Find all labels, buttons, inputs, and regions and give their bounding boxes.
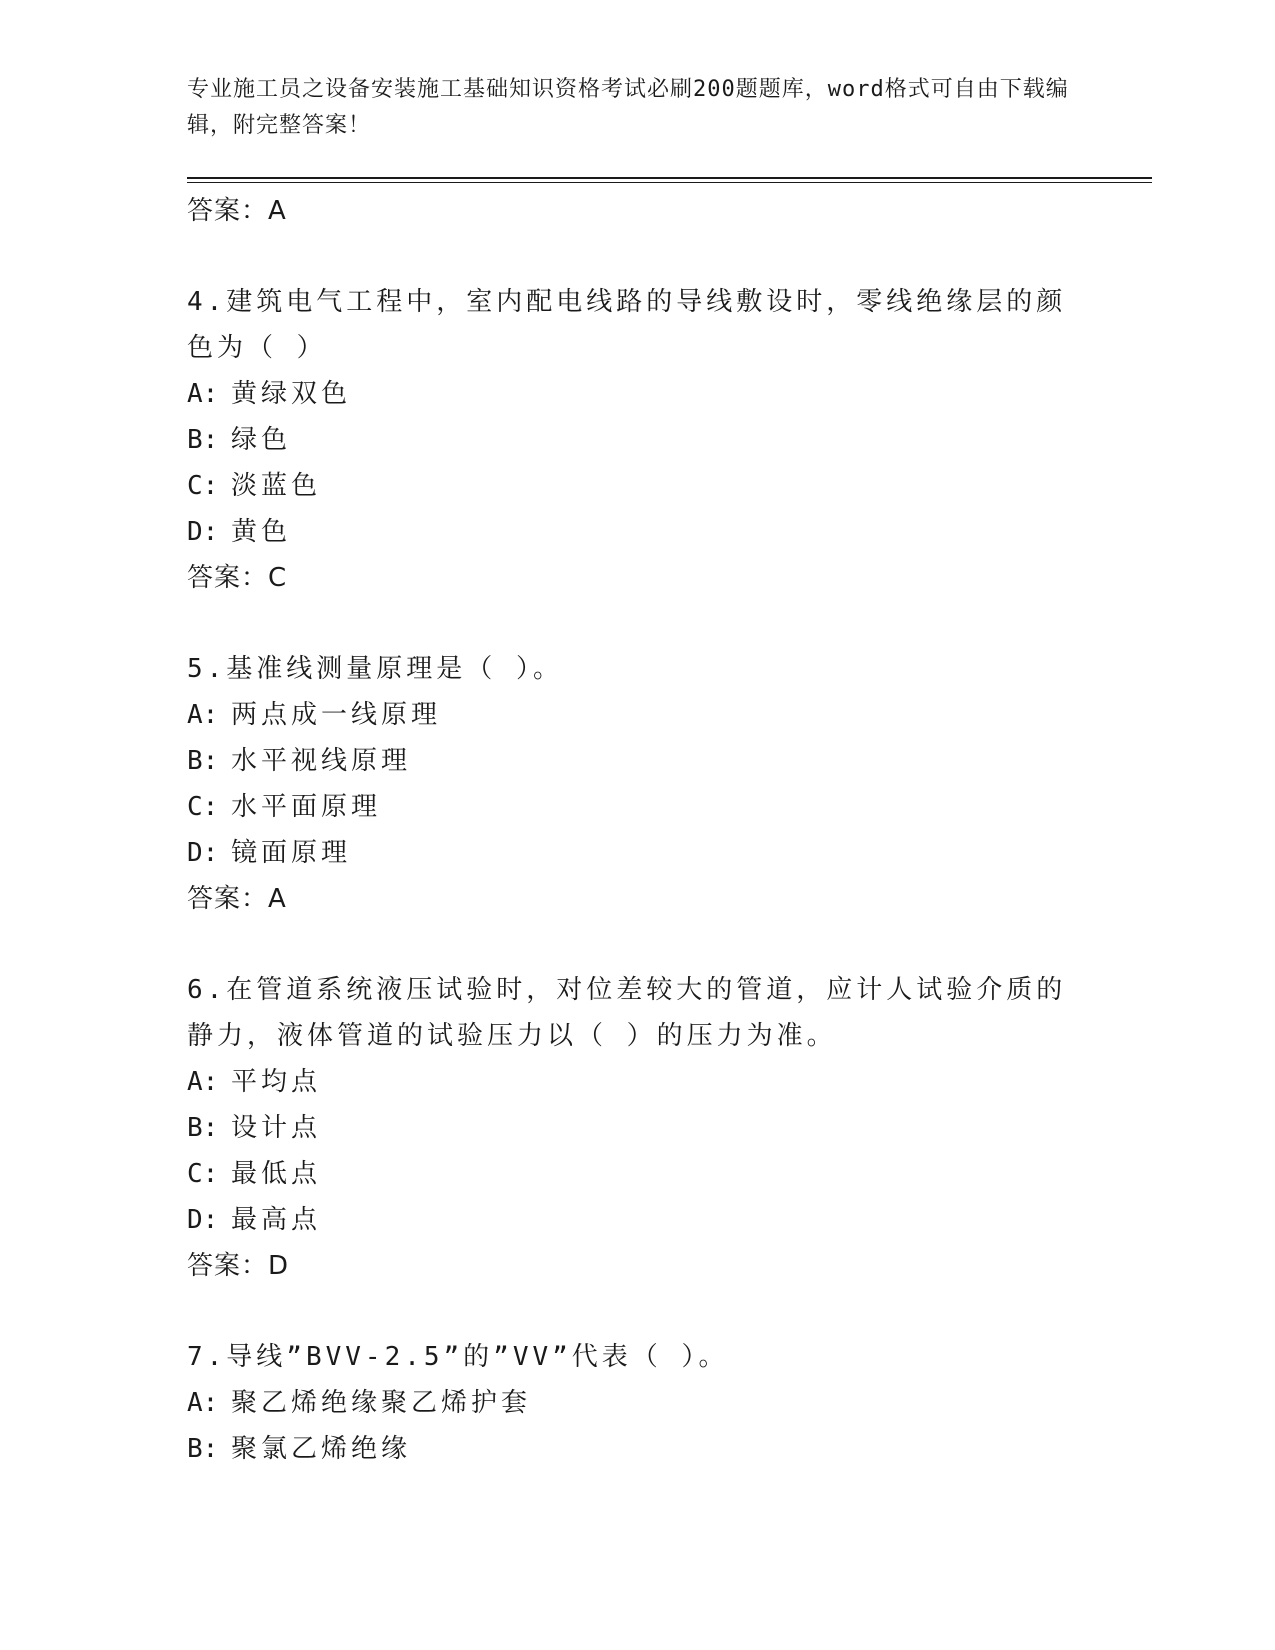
spacer (187, 601, 1087, 646)
question-block (187, 1334, 1087, 1472)
header-rule-thin (187, 182, 1152, 183)
question-text: 6.在管道系统液压试验时，对位差较大的管道，应计人试验介质的静力，液体管道的试验压力以（ ）的压力为准。 (187, 975, 1067, 1051)
option-b (187, 1105, 1087, 1151)
question-block (187, 967, 1087, 1289)
option-letter: D: (187, 1205, 219, 1235)
option-letter: B: (187, 746, 219, 776)
question-block (187, 646, 1087, 922)
answer-line: 答案：C (187, 563, 288, 593)
answer-line: 答案：A (187, 884, 287, 914)
option-letter: B: (187, 1434, 219, 1464)
option-letter: A: (187, 379, 219, 409)
option-a (187, 1059, 1087, 1105)
option-letter: B: (187, 1113, 219, 1143)
option-a (187, 692, 1087, 738)
option-d (187, 830, 1087, 876)
option-letter: B: (187, 425, 219, 455)
option-letter: A: (187, 1067, 219, 1097)
option-text: 最高点 (231, 1205, 322, 1235)
option-text: 聚乙烯绝缘聚乙烯护套 (231, 1388, 532, 1418)
answer-line: 答案：A (187, 196, 287, 226)
option-b (187, 1426, 1087, 1472)
option-letter: D: (187, 517, 219, 547)
question-text: 5.基准线测量原理是（ ）。 (187, 654, 563, 684)
document-body (187, 188, 1087, 1472)
answer-line: 答案：D (187, 1251, 290, 1281)
option-letter: A: (187, 700, 219, 730)
option-letter: C: (187, 471, 219, 501)
option-letter: D: (187, 838, 219, 868)
option-text: 镜面原理 (231, 838, 352, 868)
option-text: 黄绿双色 (231, 379, 352, 409)
spacer (187, 234, 1087, 279)
spacer (187, 922, 1087, 967)
option-letter: C: (187, 1159, 219, 1189)
header-rule-thick (187, 177, 1152, 179)
option-c (187, 784, 1087, 830)
option-text: 水平面原理 (231, 792, 382, 822)
option-c (187, 463, 1087, 509)
question-text: 4.建筑电气工程中，室内配电线路的导线敷设时，零线绝缘层的颜色为（ ） (187, 287, 1067, 363)
option-c (187, 1151, 1087, 1197)
option-text: 黄色 (231, 517, 292, 547)
question-text: 7.导线”BVV-2.5”的”VV”代表（ ）。 (187, 1342, 729, 1372)
option-text: 两点成一线原理 (231, 700, 442, 730)
option-d (187, 509, 1087, 555)
option-a (187, 1380, 1087, 1426)
option-letter: C: (187, 792, 219, 822)
option-b (187, 417, 1087, 463)
option-b (187, 738, 1087, 784)
option-a (187, 371, 1087, 417)
spacer (187, 1289, 1087, 1334)
question-block (187, 279, 1087, 601)
option-text: 平均点 (231, 1067, 322, 1097)
option-text: 绿色 (231, 425, 292, 455)
option-text: 最低点 (231, 1159, 322, 1189)
option-text: 聚氯乙烯绝缘 (231, 1434, 412, 1464)
option-d (187, 1197, 1087, 1243)
document-header: 专业施工员之设备安装施工基础知识资格考试必刷200题题库，word格式可自由下载编辑，附完整答案！ (187, 77, 1069, 138)
option-text: 水平视线原理 (231, 746, 412, 776)
option-text: 设计点 (231, 1113, 322, 1143)
option-letter: A: (187, 1388, 219, 1418)
option-text: 淡蓝色 (231, 471, 322, 501)
